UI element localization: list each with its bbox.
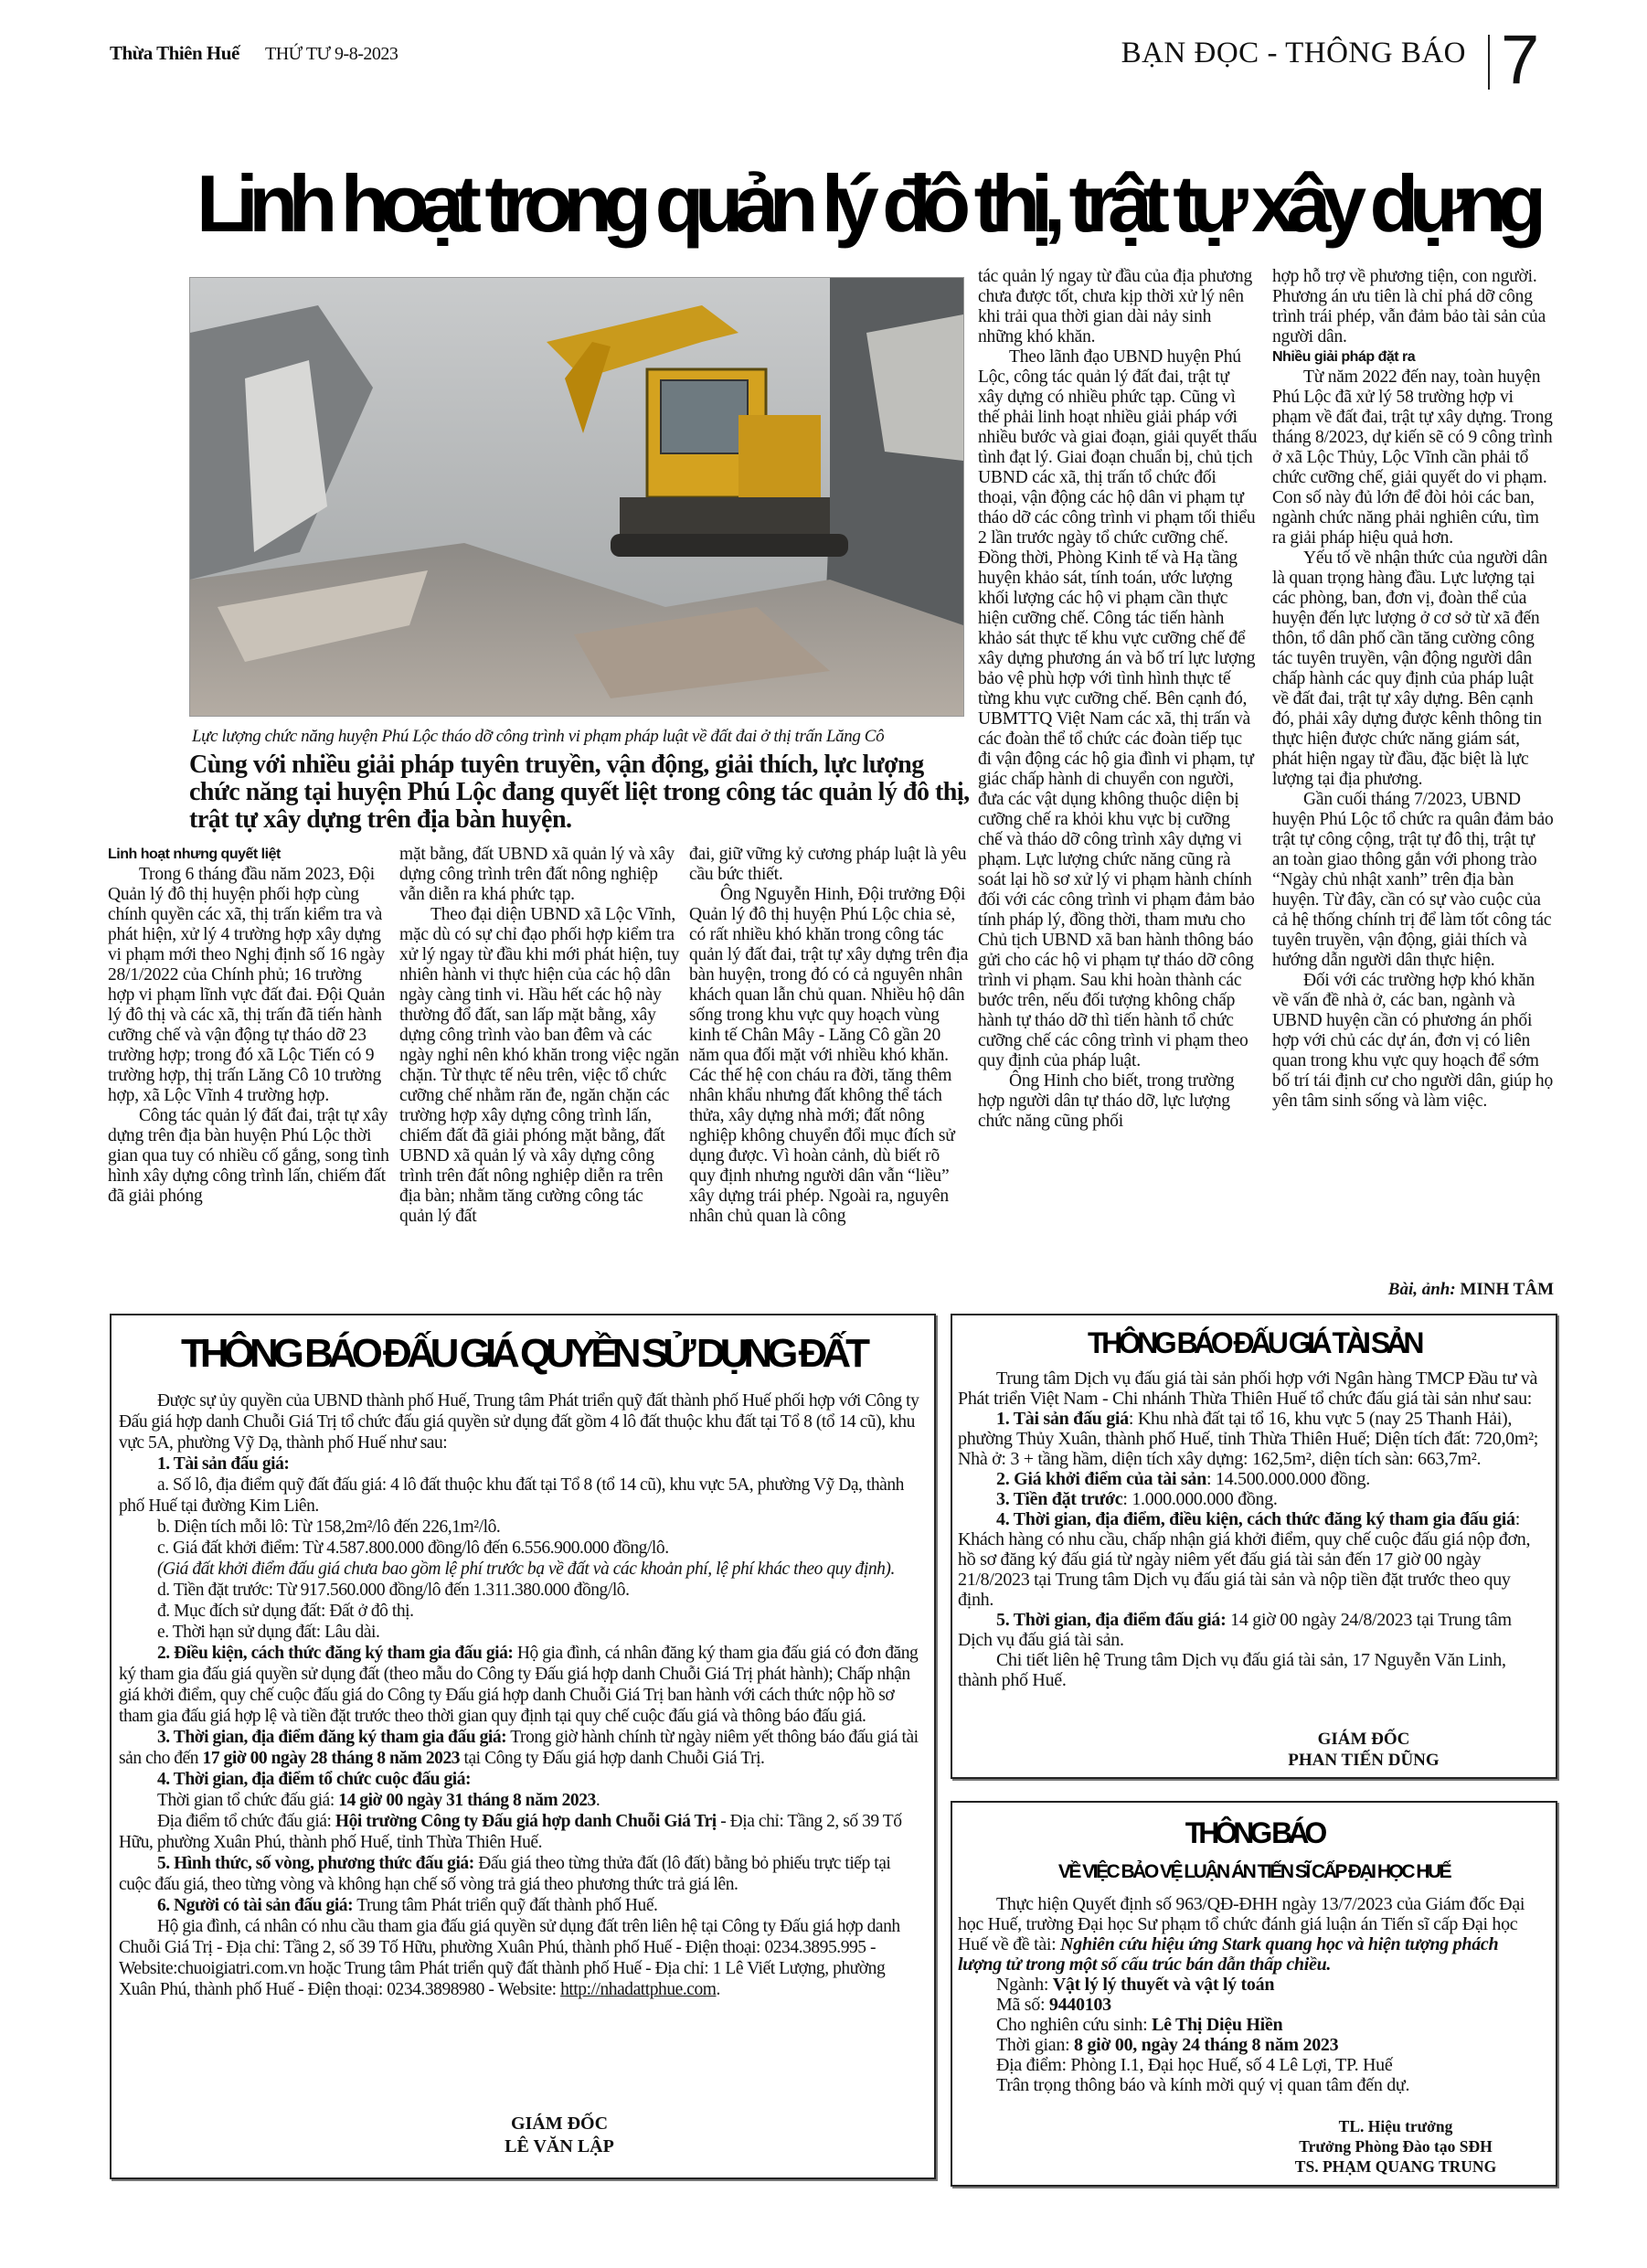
- notice-paragraph: [119, 1475, 923, 1517]
- text-run: 17 giờ 00 ngày 28 tháng 8 năm 2023: [202, 1749, 461, 1768]
- paragraph-continuation: mặt bằng, đất UBND xã quản lý và xây dựng công trình trên đất nông nghiệp vẫn diễn ra khá phức tạp.: [399, 845, 675, 904]
- notice-paragraph: [119, 1390, 923, 1453]
- text-run: 6. Người có tài sản đấu giá:: [157, 1896, 354, 1915]
- text-run: : 1.000.000.000 đồng.: [1122, 1489, 1278, 1509]
- paragraph: Trong 6 tháng đầu năm 2023, Đội Quản lý đô thị huyện phối hợp cùng chính quyền các xã, thị trấn kiểm tra và phát hiện, xử lý 4 trường hợp xây dựng vi phạm mới theo Nghị định số 16 ngày 28/1/2022 của Chính phủ; 16 trường hợp vi phạm lĩnh vực đất đai. Đội Quản lý đô thị và các xã, thị trấn đã tiến hành cưỡng chế và vận động tự tháo dỡ 23 trường hợp; trong đó xã Lộc Tiến có 9 trường hợp, thị trấn Lăng Cô 10 trường hợp, xã Lộc Vĩnh 4 trường hợp.: [108, 865, 386, 1105]
- text-run: đ. Mục đích sử dụng đất: Đất ở đô thị.: [157, 1602, 414, 1621]
- text-run: 3. Thời gian, địa điểm đăng ký tham gia đấu giá:: [157, 1728, 507, 1747]
- text-run: 8 giờ 00, ngày 24 tháng 8 năm 2023: [1074, 2035, 1339, 2055]
- demolition-photo: [189, 277, 964, 717]
- notice-asset-body: [958, 1368, 1543, 1690]
- text-run: a. Số lô, địa điểm quỹ đất đấu giá: 4 lô đất thuộc khu đất tại Tổ 8 (tổ 14 cũ), khu vực 5A, phường Vỹ Dạ, thành phố Huế tại đường Kim Liên.: [119, 1475, 904, 1516]
- notice-paragraph: [958, 1610, 1543, 1650]
- text-run: d. Tiền đặt trước: Từ 917.560.000 đồng/lô đến 1.311.380.000 đồng/lô.: [157, 1581, 630, 1600]
- text-run: tại Công ty Đấu giá hợp danh Chuỗi Giá Trị.: [460, 1749, 765, 1768]
- text-run: Địa điểm: Phòng I.1, Đại học Huế, số 4 Lê Lợi, TP. Huế: [996, 2055, 1393, 2075]
- notice-paragraph: [119, 1811, 923, 1853]
- paragraph: Công tác quản lý đất đai, trật tự xây dựng trên địa bàn huyện Phú Lộc thời gian qua tuy có nhiều cố gắng, song tình hình xây dựng công trình lấn, chiếm đất đã giải phóng: [108, 1106, 389, 1206]
- text-run: Đấu giá theo từng thửa đất (lô đất) bằng bỏ phiếu trực tiếp tại cuộc đấu giá, theo từng vòng và không hạn chế số vòng trả giá theo phương thức trả giá lên.: [119, 1854, 891, 1894]
- article-column-5: [1272, 267, 1554, 1112]
- notice-paragraph: [119, 1769, 923, 1790]
- byline-author: MINH TÂM: [1460, 1280, 1554, 1299]
- article-lead: Cùng với nhiều giải pháp tuyên truyền, vận động, giải thích, lực lượng chức năng tại huyện Phú Lộc đang quyết liệt trong công tác quản lý đô thị, trật tự xây dựng trên địa bàn huyện.: [189, 751, 970, 834]
- paragraph: Ông Nguyễn Hinh, Đội trưởng Đội Quản lý đô thị huyện Phú Lộc chia sẻ, có rất nhiều khó khăn trong công tác quản lý đất đai, trật tự xây dựng trên địa bàn huyện, trong đó có cả nguyên nhân khách quan lẫn chủ quan. Nhiều hộ dân sống trong khu vực quy hoạch vùng kinh tế Chân Mây - Lăng Cô gần 20 năm qua đối mặt với nhiều khó khăn. Các thế hệ con cháu ra đời, tăng thêm nhân khẩu nhưng đất không thể tách thửa, xây dựng nhà mới; đất nông nghiệp không chuyển đổi mục đích sử dụng được. Vì hoàn cảnh, dù biết rõ quy định nhưng người dân vẫn “liều” xây dựng trái phép. Ngoài ra, nguyên nhân chủ quan là công: [689, 885, 969, 1226]
- signer-name: TS. PHẠM QUANG TRUNG: [1294, 2157, 1497, 2176]
- text-run: b. Diện tích mỗi lô: Từ 158,2m²/lô đến 226,1m²/lô.: [157, 1517, 501, 1537]
- signer-title: GIÁM ĐỐC: [510, 2114, 609, 2134]
- notice-paragraph: [119, 1622, 923, 1643]
- text-run: .: [716, 1980, 720, 1999]
- notice-paragraph: [958, 1409, 1543, 1469]
- paragraph: Theo lãnh đạo UBND huyện Phú Lộc, công tác quản lý đất đai, trật tự xây dựng có nhiều phức tạp. Cũng vì thế phải linh hoạt nhiều giải pháp với nhiều bước và giai đoạn, giải quyết thấu tình đạt lý. Giai đoạn chuẩn bị, chủ tịch UBND các xã, thị trấn tổ chức đối thoại, vận động các hộ dân vi phạm tự tháo dỡ các công trình vi phạm tối thiểu 2 lần trước ngày tổ chức cưỡng chế. Đồng thời, Phòng Kinh tế và Hạ tầng huyện khảo sát, tính toán, ước lượng khối lượng các hộ vi phạm cần thực hiện cưỡng chế. Công tác tiến hành khảo sát thực tế khu vực cưỡng chế để xây dựng phương án và bố trí lực lượng bảo vệ phù hợp với tình hình thực tế từng khu vực cưỡng chế. Bên cạnh đó, UBMTTQ Việt Nam các xã, thị trấn và các đoàn thể tổ chức các đoàn tiếp tục đi vận động các hộ gia đình vi phạm, tự giác chấp hành di chuyển con người, đưa các vật dụng không thuộc diện bị cưỡng chế ra khỏi khu vực bị cưỡng chế và tháo dỡ công trình xây dựng vi phạm. Lực lượng chức năng cũng rà soát lại hồ sơ xử lý vi phạm hành chính đối với các công trình vi phạm đảm bảo tính pháp lý, đồng thời, tham mưu cho Chủ tịch UBND xã ban hành thông báo gửi cho các hộ vi phạm tự tháo dỡ công trình vi phạm. Sau khi hoàn thành các bước trên, nếu đối tượng không chấp hành tự tháo dỡ thì tiến hành tổ chức cưỡng chế các công trình vi phạm theo quy định của pháp luật.: [978, 347, 1258, 1070]
- paragraph-continuation: đai, giữ vững kỷ cương pháp luật là yêu cầu bức thiết.: [689, 845, 967, 884]
- text-run: 5. Thời gian, địa điểm đấu giá:: [996, 1610, 1227, 1630]
- text-run: Được sự ủy quyền của UBND thành phố Huế, Trung tâm Phát triển quỹ đất thành phố Huế phối hợp với Công ty Đấu giá hợp danh Chuỗi Giá Trị tổ chức đấu giá quyền sử dụng đất gồm 4 lô đất thuộc khu đất tại Tổ 8 (tổ 14 cũ), khu vực 5A, phường Vỹ Dạ, thành phố Huế như sau:: [119, 1391, 919, 1453]
- text-run: Thực hiện Quyết định số 963/QĐ-ĐHH ngày 13/7/2023 của Giám đốc Đại học Huế, trường Đại học Sư phạm tổ chức đánh giá luận án Tiến sĩ cấp Đại học Huế về đề tài:: [958, 1894, 1525, 1954]
- notice-paragraph: [119, 1853, 923, 1895]
- signer-line: Trưởng Phòng Đào tạo SĐH: [1299, 2137, 1493, 2156]
- notice-paragraph: [958, 2075, 1543, 2095]
- text-run: : Khách hàng có nhu cầu, chấp nhận giá khởi điểm, quy chế cuộc đấu giá nộp đơn, hồ sơ đăng ký đấu giá từ ngày niêm yết đấu giá tài sản đến 17 giờ 00 ngày 21/8/2023 tại Trung tâm Dịch vụ đấu giá tài sản và nộp tiền đặt trước theo quy định.: [958, 1509, 1531, 1610]
- newspaper-name: Thừa Thiên Huế: [110, 42, 239, 64]
- subheading: Nhiều giải pháp đặt ra: [1272, 349, 1416, 365]
- text-run: 9440103: [1048, 1995, 1111, 2015]
- notice-land-body: [119, 1390, 923, 2000]
- notice-paragraph: [958, 2015, 1543, 2035]
- notice-paragraph: [119, 1580, 923, 1601]
- paragraph: Yếu tố về nhận thức của người dân là quan trọng hàng đầu. Lực lượng tại các phòng, ban, đơn vị, đoàn thể của huyện đến lực lượng ở cơ sở từ xã đến thôn, tổ dân phố cần tăng cường công tác tuyên truyền, vận động người dân chấp hành các quy định của pháp luật về đất đai, trật tự xây dựng. Bên cạnh đó, phải xây dựng được kênh thông tin thực hiện được chức năng giám sát, phát hiện ngay từ đầu, đặc biệt là lực lượng tại địa phương.: [1272, 548, 1547, 789]
- text-run: c. Giá đất khởi điểm: Từ 4.587.800.000 đồng/lô đến 6.556.900.000 đồng/lô.: [157, 1539, 669, 1558]
- text-run: : 14.500.000.000 đồng.: [1206, 1469, 1370, 1489]
- notice-paragraph: [119, 1453, 923, 1475]
- text-run: Thời gian:: [996, 2035, 1075, 2055]
- notice-land-title: THÔNG BÁO ĐẤU GIÁ QUYỀN SỬ DỤNG ĐẤT: [180, 1331, 866, 1376]
- paragraph-continuation: tác quản lý ngay từ đầu của địa phương chưa được tốt, chưa kịp thời xử lý nên khi trải qua thời gian dài nảy sinh những khó khăn.: [978, 267, 1253, 346]
- text-run: e. Thời hạn sử dụng đất: Lâu dài.: [157, 1623, 380, 1642]
- article-column-3: [689, 845, 969, 1227]
- notice-paragraph: [958, 1368, 1543, 1409]
- text-run: (Giá đất khởi điểm đấu giá chưa bao gồm lệ phí trước bạ về đất và các khoản phí, lệ phí khác theo quy định).: [157, 1560, 895, 1579]
- text-run: 1. Tài sản đấu giá: [996, 1409, 1129, 1429]
- text-run: Trung tâm Phát triển quỹ đất thành phố Huế.: [353, 1896, 658, 1915]
- notice-paragraph: [119, 1538, 923, 1559]
- text-run: Chi tiết liên hệ Trung tâm Dịch vụ đấu giá tài sản, 17 Nguyễn Văn Linh, thành phố Huế.: [958, 1650, 1506, 1690]
- notice-asset-auction: [951, 1314, 1557, 1779]
- notice-thesis-body: [958, 1894, 1543, 2095]
- notice-paragraph: [958, 1975, 1543, 1995]
- text-run: Thời gian tổ chức đấu giá:: [157, 1791, 339, 1810]
- text-run: Địa điểm tổ chức đấu giá:: [157, 1812, 335, 1831]
- notice-thesis-subtitle: VỀ VIỆC BẢO VỆ LUẬN ÁN TIẾN SĨ CẤP ĐẠI HỌC HUẾ: [1057, 1861, 1450, 1882]
- notice-thesis-defense: [951, 1801, 1557, 2187]
- notice-paragraph: [958, 1650, 1543, 1690]
- text-run: 5. Hình thức, số vòng, phương thức đấu giá:: [157, 1854, 474, 1873]
- notice-paragraph: [958, 2035, 1543, 2055]
- headline: Linh hoạt trong quản lý đô thị, trật tự xây dựng: [197, 158, 1537, 249]
- text-run: Mã số:: [996, 1995, 1049, 2015]
- text-run: 1. Tài sản đấu giá:: [157, 1454, 290, 1474]
- notice-paragraph: [119, 1517, 923, 1538]
- text-run: Vật lý lý thuyết và vật lý toán: [1052, 1975, 1275, 1995]
- notice-paragraph: [119, 1559, 923, 1580]
- section-title: BẠN ĐỌC - THÔNG BÁO: [1121, 37, 1466, 69]
- notice-thesis-signature: [1263, 2116, 1528, 2177]
- notice-paragraph: [958, 2055, 1543, 2075]
- notice-paragraph: [119, 1727, 923, 1769]
- paragraph: Đối với các trường hợp khó khăn về vấn đề nhà ở, các ban, ngành và UBND huyện cần có phương án phối hợp với chủ các dự án, đơn vị có liên quan trong khu vực quy hoạch để sớm bố trí tái định cư cho người dân, giúp họ yên tâm sinh sống và làm việc.: [1272, 971, 1554, 1111]
- text-run: Lê Thị Diệu Hiền: [1152, 2015, 1283, 2035]
- text-run: - Địa chỉ: Tầng 2, số 39 Tố Hữu, phường Xuân Phú, thành phố Huế, tỉnh Thừa Thiên Huế.: [119, 1812, 902, 1852]
- notice-paragraph: [958, 1509, 1543, 1610]
- page-number: 7: [1501, 21, 1540, 99]
- notice-paragraph: [119, 1601, 923, 1622]
- notice-paragraph: [119, 1643, 923, 1727]
- text-run: 14 giờ 00 ngày 31 tháng 8 năm 2023: [338, 1791, 596, 1810]
- article-column-4: [978, 267, 1258, 1132]
- signer-name: LÊ VĂN LẬP: [505, 2136, 614, 2156]
- notice-paragraph: [958, 1469, 1543, 1489]
- text-run: 2. Giá khởi điểm của tài sản: [996, 1469, 1206, 1489]
- byline-label: Bài, ảnh:: [1387, 1280, 1456, 1299]
- paragraph-continuation: hợp hỗ trợ về phương tiện, con người. Phương án ưu tiên là chỉ phá dỡ công trình trái phép, vẫn đảm bảo tài sản của người dân.: [1272, 267, 1546, 346]
- text-run: Nghiên cứu hiệu ứng Stark quang học và hiện tượng phách lượng tử trong một số cấu trúc bán dẫn thấp chiều.: [958, 1934, 1499, 1975]
- header-divider: [1488, 35, 1490, 90]
- notice-paragraph: [119, 1916, 923, 2000]
- notice-land-signature: [441, 2113, 678, 2158]
- website-link[interactable]: http://nhadattphue.com: [560, 1980, 717, 1999]
- text-run: Hộ gia đình, cá nhân đăng ký tham gia đấu giá có đơn đăng ký tham gia đấu giá quyền sử dụng đất (theo mẫu do Công ty Đấu giá hợp danh Chuỗi Giá Trị phát hành); Chấp nhận giá khởi điểm, quy chế cuộc đấu giá do Công ty Đấu giá hợp danh Chuỗi Giá Trị ban hành với cách thức nộp hồ sơ tham gia đấu giá hợp lệ và tiền đặt trước theo thời gian quy định tại quy chế cuộc đấu giá và thông báo đấu giá.: [119, 1644, 919, 1726]
- notice-thesis-title: THÔNG BÁO: [1185, 1816, 1323, 1849]
- text-run: Hội trường Công ty Đấu giá hợp danh Chuỗi Giá Trị: [335, 1812, 717, 1831]
- notice-paragraph: [119, 1895, 923, 1916]
- notice-paragraph: [958, 1995, 1543, 2015]
- signer-name: PHAN TIẾN DŨNG: [1288, 1751, 1440, 1770]
- signer-title: GIÁM ĐỐC: [1317, 1730, 1410, 1749]
- text-run: Trong giờ hành chính từ ngày niêm yết thông báo đấu giá tài sản cho đến: [119, 1728, 919, 1768]
- text-run: : Khu nhà đất tại tổ 16, khu vực 5 (nay 25 Thanh Hải), phường Thủy Xuân, thành phố Huế, tỉnh Thừa Thiên Huế; Diện tích đất: 720,0m²; Nhà ở: 3 + tầng hầm, diện tích xây dựng: 162,5m², diện tích sàn: 663,7m².: [958, 1409, 1539, 1469]
- notice-asset-title: THÔNG BÁO ĐẤU GIÁ TÀI SẢN: [1088, 1326, 1420, 1359]
- article-column-1: [108, 845, 391, 1207]
- signer-line: TL. Hiệu trưởng: [1338, 2117, 1453, 2135]
- notice-land-auction: [110, 1314, 936, 2179]
- text-run: Ngành:: [996, 1975, 1053, 1995]
- notice-asset-signature: [1227, 1729, 1501, 1771]
- photo-caption: Lực lượng chức năng huyện Phú Lộc tháo dỡ công trình vi phạm pháp luật về đất đai ở thị trấn Lăng Cô: [192, 727, 885, 746]
- text-run: Trung tâm Dịch vụ đấu giá tài sản phối hợp với Ngân hàng TMCP Đầu tư và Phát triển Việt Nam - Chi nhánh Thừa Thiên Huế tổ chức đấu giá tài sản như sau:: [958, 1368, 1538, 1409]
- byline: [1388, 1280, 1554, 1300]
- notice-paragraph: [958, 1489, 1543, 1509]
- text-run: Hộ gia đình, cá nhân có nhu cầu tham gia đấu giá quyền sử dụng đất trên liên hệ tại Công ty Đấu giá hợp danh Chuỗi Giá Trị - Địa chỉ: Tầng 2, số 39 Tố Hữu, phường Xuân Phú, thành phố Huế - Điện thoại: 0234.3895.995 - Website:chuoigiatri.com.vn hoặc Trung tâm Phát triển quỹ đất thành phố Huế - Địa chỉ: 1 Lê Viết Lượng, phường Xuân Phú, thành phố Huế - Điện thoại: 0234.3898980 - Website:: [119, 1917, 900, 1999]
- text-run: Trân trọng thông báo và kính mời quý vị quan tâm đến dự.: [996, 2075, 1410, 2095]
- text-run: 2. Điều kiện, cách thức đăng ký tham gia đấu giá:: [157, 1644, 514, 1663]
- text-run: Cho nghiên cứu sinh:: [996, 2015, 1153, 2035]
- subheading: Linh hoạt nhưng quyết liệt: [108, 847, 281, 862]
- paragraph: Từ năm 2022 đến nay, toàn huyện Phú Lộc đã xử lý 58 trường hợp vi phạm về đất đai, trật tự xây dựng. Trong tháng 8/2023, dự kiến sẽ có 9 công trình ở xã Lộc Thủy, Lộc Vĩnh cần phải tổ chức cưỡng chế, giải quyết do vi phạm. Con số này đủ lớn để đòi hỏi các ban, ngành chức năng phải nghiên cứu, tìm ra giải pháp hiệu quả hơn.: [1272, 367, 1553, 548]
- text-run: 4. Thời gian, địa điểm tổ chức cuộc đấu giá:: [157, 1770, 472, 1789]
- text-run: 14 giờ 00 ngày 24/8/2023 tại Trung tâm Dịch vụ đấu giá tài sản.: [958, 1610, 1512, 1650]
- paragraph: Gần cuối tháng 7/2023, UBND huyện Phú Lộc tổ chức ra quân đảm bảo trật tự công cộng, trật tự đô thị, trật tự an toàn giao thông gắn với phong trào “Ngày chủ nhật xanh” trên địa bàn huyện. Từ đây, cần có sự vào cuộc của cả hệ thống chính trị để làm tốt công tác tuyên truyền, vận động, giải thích và hướng dẫn người dân thực hiện.: [1272, 790, 1554, 970]
- issue-date: THỨ TƯ 9-8-2023: [265, 44, 398, 64]
- notice-paragraph: [958, 1894, 1543, 1975]
- paragraph: Ông Hinh cho biết, trong trường hợp người dân tự tháo dỡ, lực lượng chức năng cũng phối: [978, 1071, 1235, 1131]
- text-run: 3. Tiền đặt trước: [996, 1489, 1123, 1509]
- article-column-2: [399, 845, 681, 1227]
- text-run: .: [595, 1791, 600, 1810]
- notice-paragraph: [119, 1790, 923, 1811]
- paragraph: Theo đại diện UBND xã Lộc Vĩnh, mặc dù có sự chỉ đạo phối hợp kiểm tra xử lý ngay từ đầu khi mới phát hiện, tuy nhiên hành vi thực hiện của các hộ dân ngày càng tinh vi. Hầu hết các hộ này thường đổ đất, san lấp mặt bằng, xây dựng công trình vào ban đêm và các ngày nghỉ nên khó khăn trong việc ngăn chặn. Từ thực tế nêu trên, việc tổ chức cưỡng chế nhằm răn đe, ngăn chặn các trường hợp xây dựng công trình lấn, chiếm đất đã giải phóng mặt bằng, đất UBND xã quản lý và xây dựng công trình trên đất nông nghiệp diễn ra trên địa bàn; nhằm tăng cường công tác quản lý đất: [399, 905, 680, 1226]
- text-run: 4. Thời gian, địa điểm, điều kiện, cách thức đăng ký tham gia đấu giá: [996, 1509, 1515, 1529]
